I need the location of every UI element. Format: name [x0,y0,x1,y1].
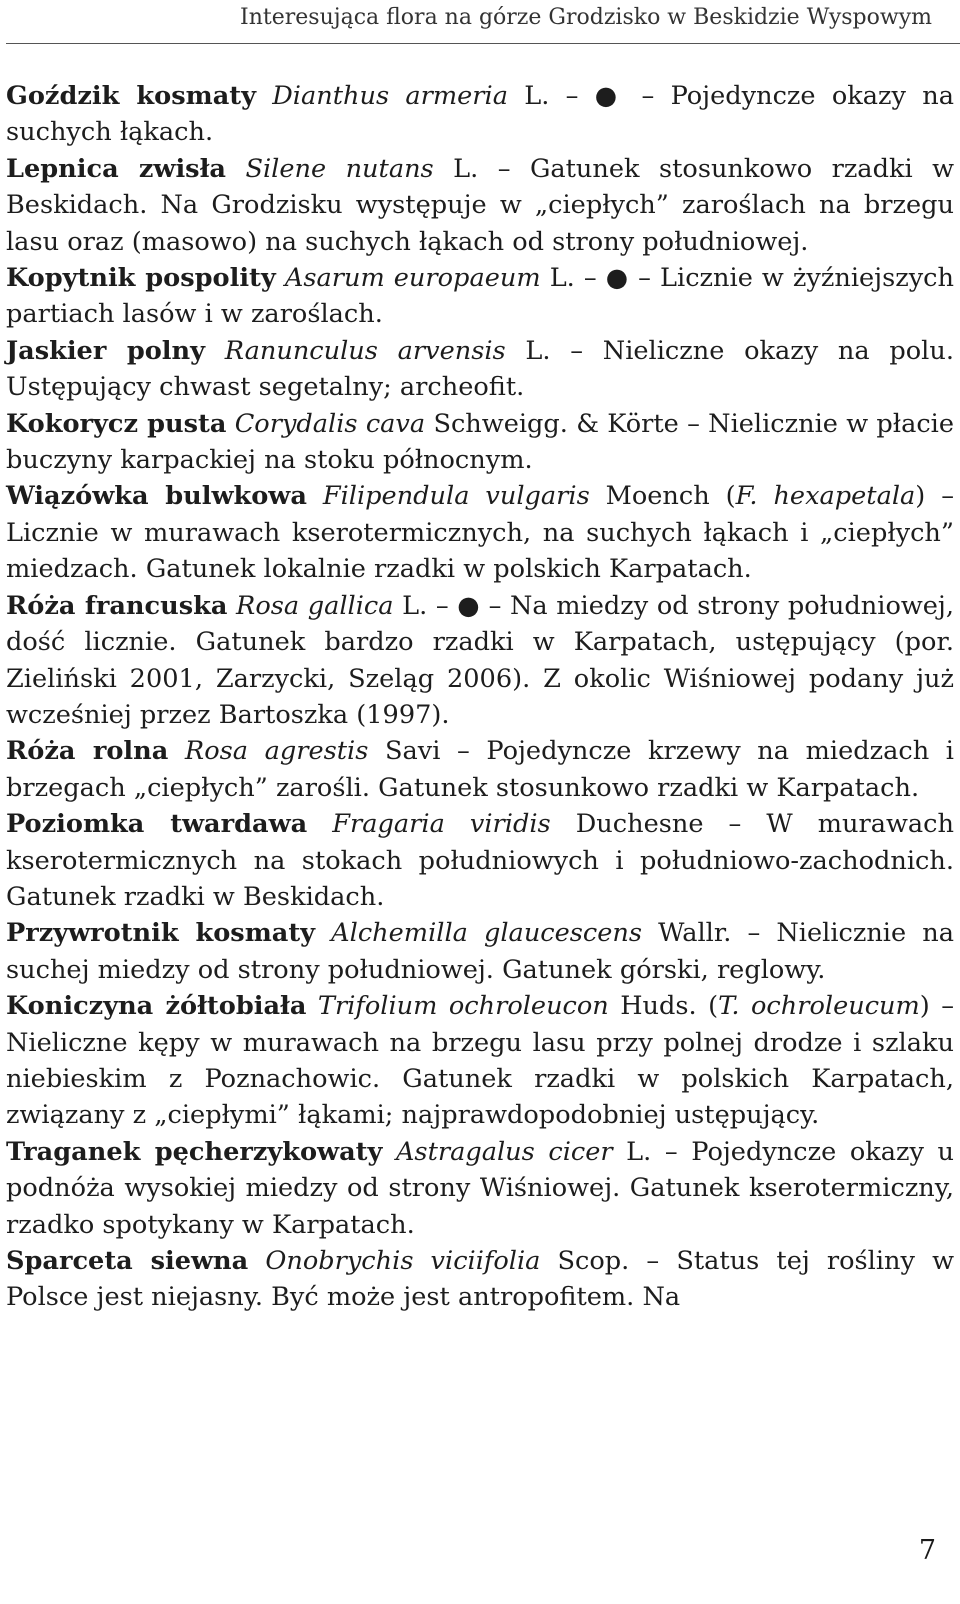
species-description: – W murawach kserotermicznych na stokach południowych i południowo-zachodnich. Gatunek rzadki w Beskidach. [6,809,954,912]
species-author: Duchesne [550,809,704,840]
species-common-name: Jaskier polny [6,335,205,366]
species-latin-name: Ranunculus arvensis [224,335,506,366]
species-author: Savi [368,736,441,767]
species-description: – Nieliczne okazy na polu. Ustępujący chwast segetalny; archeofit. [6,335,954,403]
species-list [6,78,954,1316]
species-latin-name: Alchemilla glaucescens [331,918,643,949]
species-latin-name: Rosa gallica [236,590,394,621]
species-synonym: F. hexapetala [735,481,916,512]
species-latin-name: Astragalus cicer [395,1136,613,1167]
species-description: – Gatunek stosunkowo rzadki w Beskidach. Na Grodzisku występuje w „ciepłych” zaroślach na brzegu lasu oraz (masowo) na suchych łąkach od strony południowej. [6,153,954,257]
species-latin-name: Asarum europaeum [284,263,541,294]
species-latin-name: Onobrychis viciifolia [265,1246,541,1276]
species-author: Moench ( [589,481,736,512]
species-entry [6,988,954,1134]
species-latin-name: Dianthus armeria [272,81,508,111]
species-description: – Status tej rośliny w Polsce jest niejasny. Być może jest antropofitem. Na [6,1246,954,1313]
page-number: 7 [918,1535,936,1566]
species-entry [6,588,954,734]
species-author: Wallr. [642,918,732,949]
species-common-name: Kokorycz pusta [6,408,227,439]
running-header: Interesująca flora na górze Grodzisko w Beskidzie Wyspowym [240,5,932,30]
species-author: Huds. ( [608,991,719,1022]
species-entry [6,806,954,915]
species-common-name: Róża rolna [6,736,169,767]
species-entry [6,915,954,988]
species-latin-name: Filipendula vulgaris [322,481,590,512]
species-author: Scop. [540,1246,630,1276]
species-description: – ● – Pojedyncze okazy na suchych łąkach. [6,81,954,148]
species-description: ) – Nieliczne kępy w murawach na brzegu lasu przy polnej drodze i szlaku niebieskim z Poznachowic. Gatunek rzadki w polskich Karpatach, związany z „ciepłymi” łąkami; najprawdopodobniej ustępujący. [6,991,955,1131]
species-author: L. [507,81,550,111]
species-author: L. [505,335,551,366]
species-synonym: T. ochroleucum [718,991,920,1022]
species-latin-name: Fragaria viridis [332,809,551,840]
species-common-name: Kopytnik pospolity [6,263,276,294]
species-author: L. [433,153,479,184]
species-author: Schweigg. & Körte [425,408,679,439]
species-author: L. [540,263,575,294]
species-description: ) – Licznie w murawach kserotermicznych, na suchych łąkach i „ciepłych” miedzach. Gatunek lokalnie rzadki w polskich Karpatach. [6,481,954,585]
species-common-name: Poziomka twardawa [6,809,308,840]
species-latin-name: Silene nutans [245,153,434,184]
species-latin-name: Rosa agrestis [184,736,369,767]
species-common-name: Traganek pęcherzykowaty [6,1136,383,1167]
species-description: – Pojedyncze okazy u podnóża wysokiej miedzy od strony Wiśniowej. Gatunek kserotermiczny, rzadko spotykany w Karpatach. [6,1136,954,1240]
species-entry [6,733,954,806]
species-entry [6,260,954,333]
species-description: – ● – Na miedzy od strony południowej, dość licznie. Gatunek bardzo rzadki w Karpatach, ustępujący (por. Zieliński 2001, Zarzycki, Szeląg 2006). Z okolic Wiśniowej podany już wcześniej przez Bartoszka (1997). [6,590,954,730]
species-latin-name: Trifolium ochroleucon [317,991,609,1022]
species-author: L. [393,590,428,621]
species-entry [6,78,954,151]
species-description: – Pojedyncze krzewy na miedzach i brzegach „ciepłych” zarośli. Gatunek stosunkowo rzadki w Karpatach. [6,736,954,803]
species-common-name: Wiązówka bulwkowa [6,481,307,512]
species-latin-name: Corydalis cava [234,408,426,439]
species-common-name: Przywrotnik kosmaty [6,918,316,949]
species-entry [6,478,954,587]
species-author: L. [612,1136,652,1167]
species-entry [6,406,954,479]
species-entry [6,151,954,260]
species-description: – Nielicznie na suchej miedzy od strony południowej. Gatunek górski, reglowy. [6,918,954,985]
species-entry [6,1134,954,1243]
species-common-name: Goździk kosmaty [6,81,256,111]
species-description: – ● – Licznie w żyźniejszych partiach lasów i w zaroślach. [6,263,954,330]
header-rule [6,43,960,44]
species-entry [6,1243,954,1316]
species-description: – Nielicznie w płacie buczyny karpackiej na stoku północnym. [6,408,955,476]
species-common-name: Róża francuska [6,590,228,621]
species-common-name: Koniczyna żółtobiała [6,991,307,1022]
species-common-name: Lepnica zwisła [6,153,227,184]
species-entry [6,333,954,406]
species-common-name: Sparceta siewna [6,1246,249,1276]
